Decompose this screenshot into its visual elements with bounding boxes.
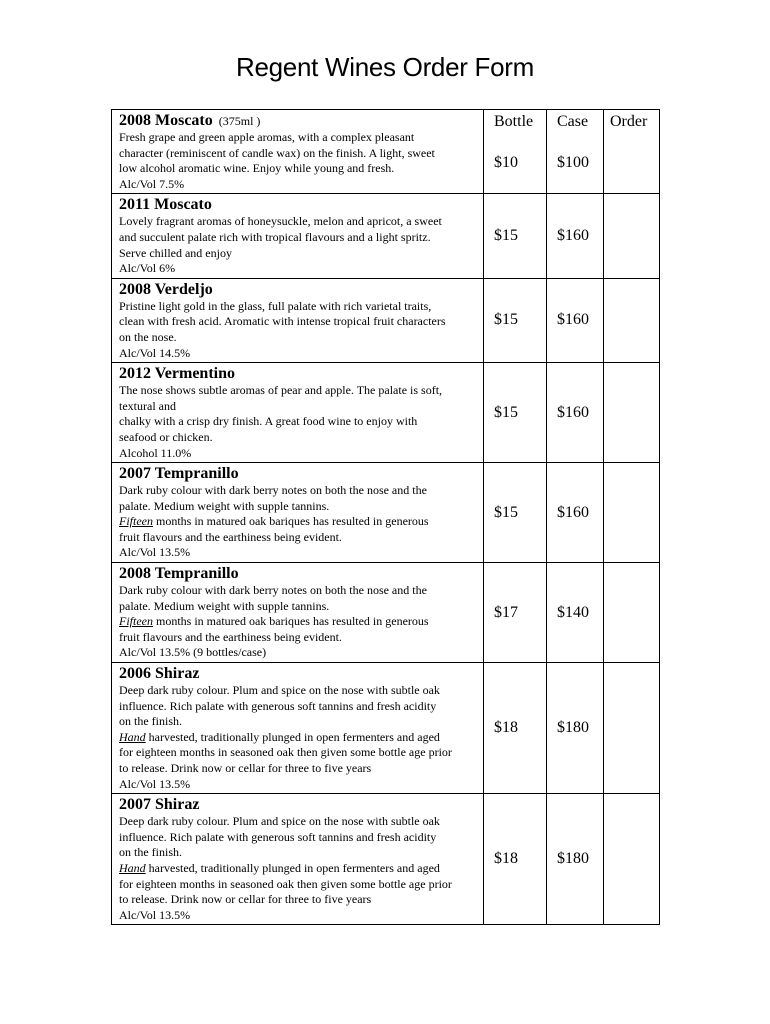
order-column-header: Order: [610, 113, 648, 130]
wine-name: 2011 Moscato: [119, 196, 212, 214]
bottle-price-cell: [484, 110, 547, 194]
wine-description: [112, 194, 483, 277]
bottle-price: $15: [494, 227, 518, 245]
wine-description: [112, 663, 483, 793]
order-quantity-cell[interactable]: [604, 794, 660, 925]
bottle-price-cell: [484, 363, 547, 463]
wine-row: [112, 110, 660, 194]
order-quantity-cell[interactable]: [604, 110, 660, 194]
wine-description-cell: [112, 463, 484, 563]
page-title: Regent Wines Order Form: [236, 52, 534, 82]
wine-note-line: chalky with a crisp dry finish. A great food wine to enjoy with: [119, 414, 418, 429]
wine-row: [112, 463, 660, 563]
wine-note-line: for eighteen months in seasoned oak then given some bottle age prior: [119, 745, 452, 760]
wine-name-line: [119, 465, 478, 483]
wine-note-line: Dark ruby colour with dark berry notes on both the nose and the: [119, 483, 427, 498]
wine-name-line: [119, 796, 478, 814]
wine-description-cell: [112, 278, 484, 362]
wine-name: 2006 Shiraz: [119, 665, 200, 683]
wine-description-cell: [112, 563, 484, 663]
wine-name-line: [119, 365, 478, 383]
wine-note-line: on the finish.: [119, 845, 182, 860]
wine-row: [112, 563, 660, 663]
order-quantity-cell[interactable]: [604, 663, 660, 794]
wine-description: [112, 279, 483, 362]
wine-note-line: The nose shows subtle aromas of pear and apple. The palate is soft,: [119, 383, 443, 398]
wine-note-text: harvested, traditionally plunged in open fermenters and aged: [145, 729, 440, 744]
bottle-price: $18: [494, 850, 518, 868]
wine-name-line: [119, 665, 478, 683]
wine-note-line: Alc/Vol 14.5%: [119, 345, 191, 360]
case-price: $160: [557, 403, 589, 421]
wine-row: [112, 794, 660, 925]
wine-note-line: palate. Medium weight with supple tannins.: [119, 598, 330, 613]
wine-size: (375ml ): [218, 114, 261, 128]
order-table: [111, 109, 660, 925]
wine-note-line: Lovely fragrant aromas of honeysuckle, melon and apricot, a sweet: [119, 214, 442, 229]
wine-note-line: influence. Rich palate with generous soft tannins and fresh acidity: [119, 829, 437, 844]
case-price-cell: [547, 363, 604, 463]
wine-note-line: [119, 730, 478, 746]
case-price: $140: [557, 603, 589, 621]
order-quantity-cell[interactable]: [604, 463, 660, 563]
wine-name-line: [119, 112, 478, 130]
case-price-cell: [547, 794, 604, 925]
wine-note-line: fruit flavours and the earthiness being evident.: [119, 629, 342, 644]
wine-note-line: seafood or chicken.: [119, 429, 213, 444]
case-price-cell: [547, 278, 604, 362]
wine-name: 2008 Tempranillo: [119, 565, 239, 583]
wine-note-line: on the nose.: [119, 329, 177, 344]
case-price-cell: [547, 563, 604, 663]
bottle-price: $18: [494, 719, 518, 737]
bottle-price-cell: [484, 194, 547, 278]
case-price: $160: [557, 503, 589, 521]
wine-note-line: clean with fresh acid. Aromatic with intense tropical fruit characters: [119, 314, 446, 329]
case-price-cell: [547, 194, 604, 278]
bottle-price: $10: [494, 154, 518, 171]
wine-note-line: character (reminiscent of candle wax) on the finish. A light, sweet: [119, 145, 435, 160]
emphasized-word: Hand: [119, 860, 146, 875]
wine-note-line: fruit flavours and the earthiness being evident.: [119, 529, 342, 544]
wine-description-cell: [112, 663, 484, 794]
wine-note-line: for eighteen months in seasoned oak then given some bottle age prior: [119, 876, 452, 891]
wine-note-line: Alc/Vol 13.5% (9 bottles/case): [119, 645, 267, 660]
emphasized-word: Hand: [119, 729, 146, 744]
case-column-header: Case: [557, 113, 589, 130]
wine-note-line: to release. Drink now or cellar for three to five years: [119, 761, 372, 775]
wine-note-line: Alc/Vol 13.5%: [119, 776, 191, 791]
bottle-price: $15: [494, 503, 518, 521]
wine-note-line: influence. Rich palate with generous soft tannins and fresh acidity: [119, 698, 437, 713]
wine-note-line: and succulent palate rich with tropical flavours and a light spritz.: [119, 229, 431, 244]
wine-name: 2012 Vermentino: [119, 365, 235, 383]
wine-note-line: Alcohol 11.0%: [119, 445, 192, 460]
case-price: $100: [557, 154, 589, 171]
wine-description-cell: [112, 194, 484, 278]
wine-note-line: Alc/Vol 7.5%: [119, 176, 185, 191]
bottle-column-header: Bottle: [494, 113, 534, 130]
wine-note-line: Dark ruby colour with dark berry notes on both the nose and the: [119, 583, 427, 598]
bottle-price-cell: [484, 794, 547, 925]
wine-row: [112, 194, 660, 278]
order-quantity-cell[interactable]: [604, 363, 660, 463]
wine-description: [112, 110, 483, 193]
wine-note-text: months in matured oak bariques has resulted in generous: [152, 514, 429, 529]
wine-note-line: Serve chilled and enjoy: [119, 245, 232, 260]
bottle-price-cell: [484, 278, 547, 362]
wine-note-line: low alcohol aromatic wine. Enjoy while young and fresh.: [119, 161, 395, 176]
wine-note-line: [119, 614, 478, 630]
wine-note-line: palate. Medium weight with supple tannins.: [119, 498, 330, 513]
wine-note-line: Alc/Vol 13.5%: [119, 545, 191, 560]
wine-note-text: harvested, traditionally plunged in open fermenters and aged: [145, 860, 440, 875]
wine-name-line: [119, 565, 478, 583]
wine-name: 2007 Tempranillo: [119, 465, 239, 483]
wine-description-cell: [112, 363, 484, 463]
wine-description-cell: [112, 794, 484, 925]
order-quantity-cell[interactable]: [604, 194, 660, 278]
wine-name: 2007 Shiraz: [119, 796, 200, 814]
case-price-cell: [547, 463, 604, 563]
bottle-price: $15: [494, 311, 518, 329]
wine-note-line: on the finish.: [119, 714, 182, 729]
wine-row: [112, 278, 660, 362]
emphasized-word: Fifteen: [119, 614, 153, 629]
bottle-price: $15: [494, 403, 518, 421]
case-price-cell: [547, 663, 604, 794]
wine-note-line: [119, 514, 478, 530]
case-price: $160: [557, 227, 589, 245]
wine-row: [112, 663, 660, 794]
wine-note-line: Deep dark ruby colour. Plum and spice on the nose with subtle oak: [119, 683, 440, 698]
wine-description: [112, 363, 483, 462]
bottle-price-cell: [484, 463, 547, 563]
wine-note-line: Pristine light gold in the glass, full palate with rich varietal traits,: [119, 298, 432, 313]
wine-note-text: months in matured oak bariques has resulted in generous: [152, 614, 429, 629]
wine-note-line: textural and: [119, 398, 176, 413]
order-quantity-cell[interactable]: [604, 563, 660, 663]
wine-name-line: [119, 196, 478, 214]
wine-row: [112, 363, 660, 463]
wine-note-line: [119, 861, 478, 877]
wine-description: [112, 463, 483, 562]
bottle-price: $17: [494, 603, 518, 621]
wine-note-line: Fresh grape and green apple aromas, with a complex pleasant: [119, 130, 415, 144]
wine-description: [112, 563, 483, 662]
case-price-cell: [547, 110, 604, 194]
wine-description: [112, 794, 483, 924]
bottle-price-cell: [484, 663, 547, 794]
case-price: $180: [557, 719, 589, 737]
wine-name: 2008 Verdeljo: [119, 280, 213, 298]
case-price: $160: [557, 311, 589, 329]
wine-note-line: Deep dark ruby colour. Plum and spice on the nose with subtle oak: [119, 814, 440, 829]
case-price: $180: [557, 850, 589, 868]
wine-description-cell: [112, 110, 484, 194]
emphasized-word: Fifteen: [119, 514, 153, 529]
wine-note-line: Alc/Vol 6%: [119, 261, 176, 276]
bottle-price-cell: [484, 563, 547, 663]
wine-name-line: [119, 281, 478, 299]
wine-name: 2008 Moscato: [119, 112, 213, 129]
wine-note-line: to release. Drink now or cellar for three to five years: [119, 892, 372, 907]
order-quantity-cell[interactable]: [604, 278, 660, 362]
wine-note-line: Alc/Vol 13.5%: [119, 907, 191, 922]
